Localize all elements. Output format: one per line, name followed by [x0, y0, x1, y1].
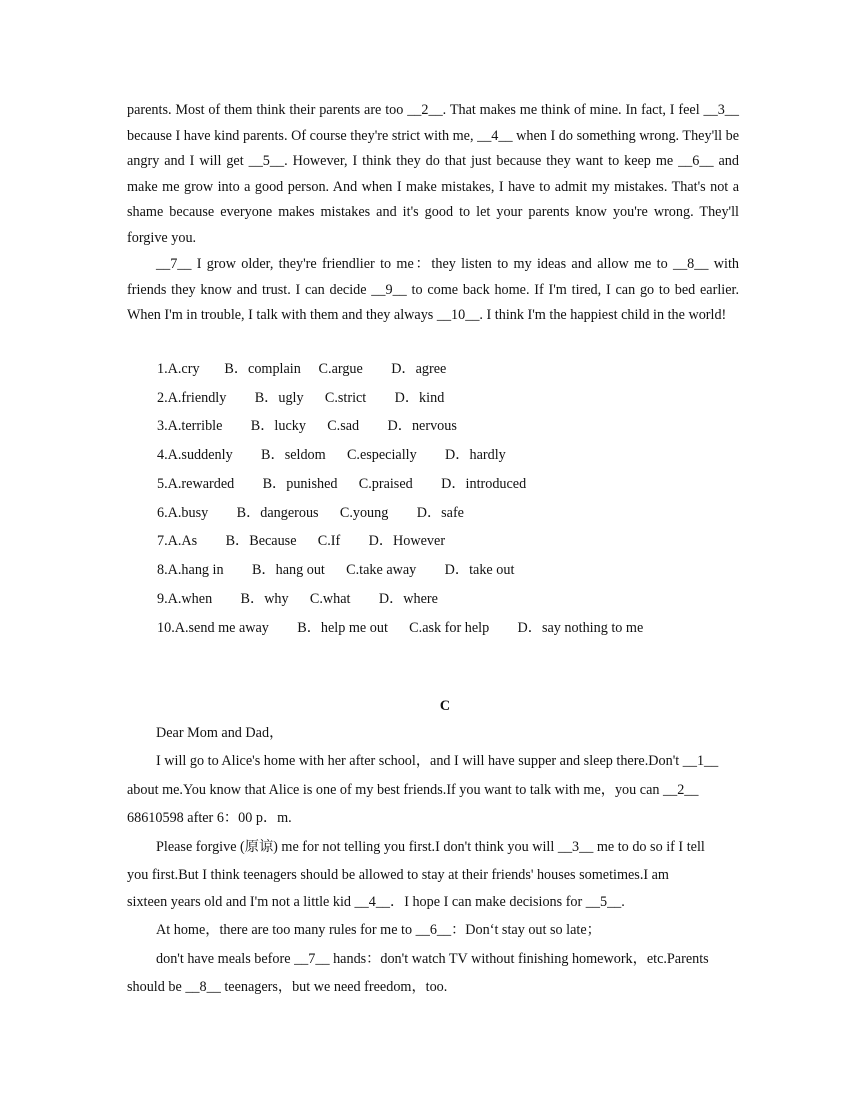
letter-line: don't have meals before __7__ hands：don't watch TV without finishing homework，etc.Parents: [156, 951, 709, 967]
passage-b-paragraph-2: __7__ I grow older, they're friendlier to me：they listen to my ideas and allow me to __8__ with friends they know and trust. I can decide __9__ to come back home. If I'm tired, I can go to bed earlier. When I'm in trouble, I talk with them and they always __10__. I think I'm the happiest child in the world!: [127, 256, 739, 323]
option-line-6: 6.A.busy B．dangerous C.young D．safe: [157, 505, 464, 521]
letter-line: about me.You know that Alice is one of my best friends.If you want to talk with me，you can __2__: [127, 782, 699, 798]
option-line-7: 7.A.As B．Because C.If D．However: [157, 533, 446, 549]
option-line-5: 5.A.rewarded B．punished C.praised D．introduced: [157, 476, 527, 492]
passage-b-paragraph-1: parents. Most of them think their parents are too __2__. That makes me think of mine. In fact, I feel __3__ because I have kind parents. Of course they're strict with me, __4__ when I do something wrong. They'll be angry and I will get __5__. However, I think they do that just because they want to keep me __6__ and make me grow into a good person. And when I make mistakes, I have to admit my mistakes. That's not a shame because everyone makes mistakes and it's good to let your parents know you're wrong. They'll forgive you.: [127, 102, 739, 246]
letter-line: Please forgive (原谅) me for not telling you first.I don't think you will __3__ me to do so if I tell: [156, 839, 705, 855]
option-line-3: 3.A.terrible B．lucky C.sad D．nervous: [157, 418, 457, 434]
letter-line: should be __8__ teenagers，but we need freedom，too.: [127, 979, 448, 995]
option-line-4: 4.A.suddenly B．seldom C.especially D．hardly: [157, 447, 506, 463]
letter-line: you first.But I think teenagers should be allowed to stay at their friends' houses sometimes.I am: [127, 867, 669, 883]
option-line-1: 1.A.cry B．complain C.argue D．agree: [157, 361, 447, 377]
option-line-10: 10.A.send me away B．help me out C.ask for help D．say nothing to me: [157, 620, 644, 636]
letter-salutation: Dear Mom and Dad，: [156, 725, 284, 741]
letter-line: 68610598 after 6：00 p．m.: [127, 810, 292, 826]
letter-line: sixteen years old and I'm not a little kid __4__．I hope I can make decisions for __5__.: [127, 894, 625, 910]
letter-line: At home，there are too many rules for me to __6__：Don‘t stay out so late；: [156, 922, 601, 938]
section-heading: C: [439, 698, 451, 714]
option-line-9: 9.A.when B．why C.what D．where: [157, 591, 438, 607]
option-line-8: 8.A.hang in B．hang out C.take away D．take out: [157, 562, 515, 578]
option-line-2: 2.A.friendly B．ugly C.strict D．kind: [157, 390, 445, 406]
letter-line: I will go to Alice's home with her after school，and I will have supper and sleep there.Don't __1__: [156, 753, 719, 769]
